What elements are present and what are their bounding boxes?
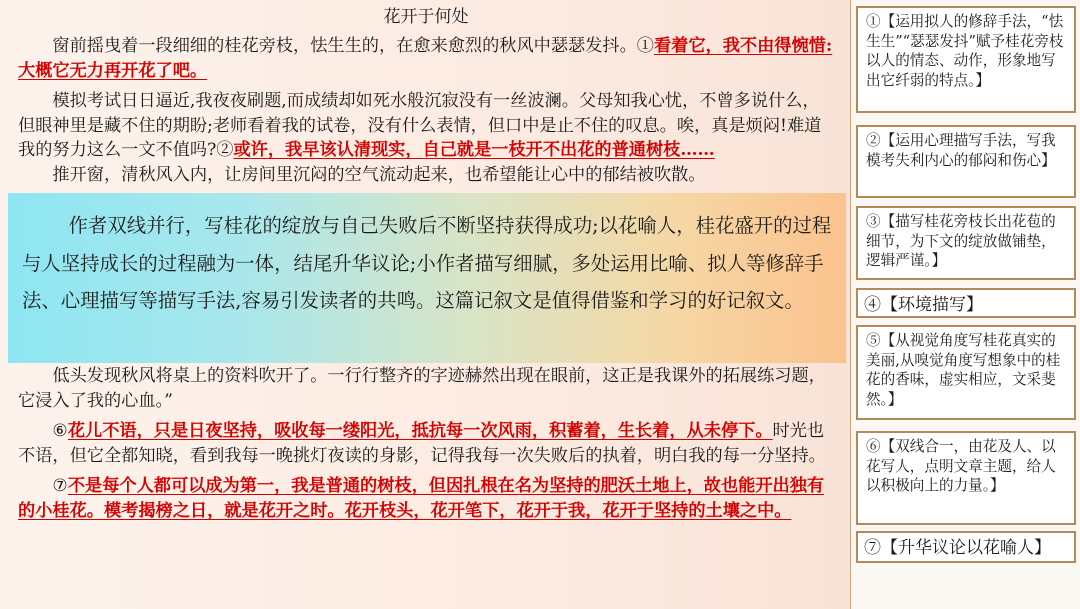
annotation-sidebar <box>850 0 1080 609</box>
commentary-overlay: 作者双线并行，写桂花的绽放与自己失败后不断坚持获得成功;以花喻人，桂花盛开的过程与人坚持成长的过程融为一体，结尾升华议论;小作者描写细腻，多处运用比喻、拟人等修辞手法、心理描写等描写手法,容易引发读者的共鸣。这篇记叙文是值得借鉴和学习的好记叙文。 <box>8 193 846 363</box>
paragraph-1-text: 窗前摇曳着一段细细的桂花旁枝，怯生生的，在愈来愈烈的秋风中瑟瑟发抖。① <box>52 36 654 56</box>
annotation-6-marker: ⑥ <box>52 421 68 441</box>
note-1: ①【运用拟人的修辞手法，“怯生生”“瑟瑟发抖”赋予桂花旁枝以人的情态、动作，形象地写出它纤弱的特点。】 <box>856 6 1076 113</box>
paragraph-6 <box>18 419 834 468</box>
paragraph-1 <box>18 34 834 83</box>
paragraph-2-text: 模拟考试日日逼近,我夜夜刷题,而成绩却如死水般沉寂没有一丝波澜。父母知我心忧，不曾多说什么，但眼神里是藏不住的期盼;老师看着我的试卷，没有什么表情，但口中是止不住的叹息。唉，真是烦闷!难道我的努力这么一文不值吗?② <box>18 91 822 160</box>
paragraph-2 <box>18 89 834 163</box>
essay-title: 花开于何处 <box>383 7 469 27</box>
annotation-6-highlight: 花儿不语，只是日夜坚持，吸收每一缕阳光，抵抗每一次风雨，积蓄着，生长着，从未停下。 <box>67 421 773 441</box>
paragraph-3-text: 推开窗，清秋风入内，让房间里沉闷的空气流动起来，也希望能让心中的郁结被吹散。 <box>52 164 706 185</box>
note-6: ⑥【双线合一，由花及人、以花写人，点明文章主题，给人以积极向上的力量。】 <box>856 431 1076 525</box>
paragraph-6-text: 时光也不语，但它全都知晓，看到我每一晚挑灯夜读的身影，记得我每一次失败后的执着，明白我的每一分坚持。 <box>18 421 826 466</box>
note-4: ④【环境描写】 <box>856 288 1076 318</box>
note-5: ⑤【从视觉角度写桂花真实的美丽,从嗅觉角度写想象中的桂花的香味，虚实相应，文采斐然。】 <box>856 325 1076 420</box>
note-3: ③【描写桂花旁枝长出花苞的细节，为下文的绽放做铺垫，逻辑严谨。】 <box>856 206 1076 280</box>
paragraph-7 <box>18 474 834 523</box>
paragraph-3 <box>18 163 834 188</box>
note-7: ⑦【升华议论以花喻人】 <box>856 531 1076 563</box>
annotation-7-highlight: 不是每个人都可以成为第一，我是普通的树枝，但因扎根在名为坚持的肥沃土地上，故也能开出独有的小桂花。模考揭榜之日，就是花开之时。花开枝头，花开笔下，花开于我，花开于坚持的土壤之中。 <box>18 476 825 521</box>
annotation-2-highlight: 或许，我早该认清现实，自己就是一枝开不出花的普通树枝…… <box>233 140 715 160</box>
paragraph-5-text: 低头发现秋风将桌上的资料吹开了。一行行整齐的字迹赫然出现在眼前，这正是我课外的拓展练习题，它浸入了我的心血。” <box>18 366 826 411</box>
annotation-7-marker: ⑦ <box>52 476 68 496</box>
annotation-1-highlight: 看着它，我不由得惋惜:大概它无力再开花了吧。 <box>18 36 833 81</box>
note-2: ②【运用心理描写手法，写我模考失利内心的郁闷和伤心】 <box>856 125 1076 198</box>
paragraph-5 <box>18 364 834 413</box>
